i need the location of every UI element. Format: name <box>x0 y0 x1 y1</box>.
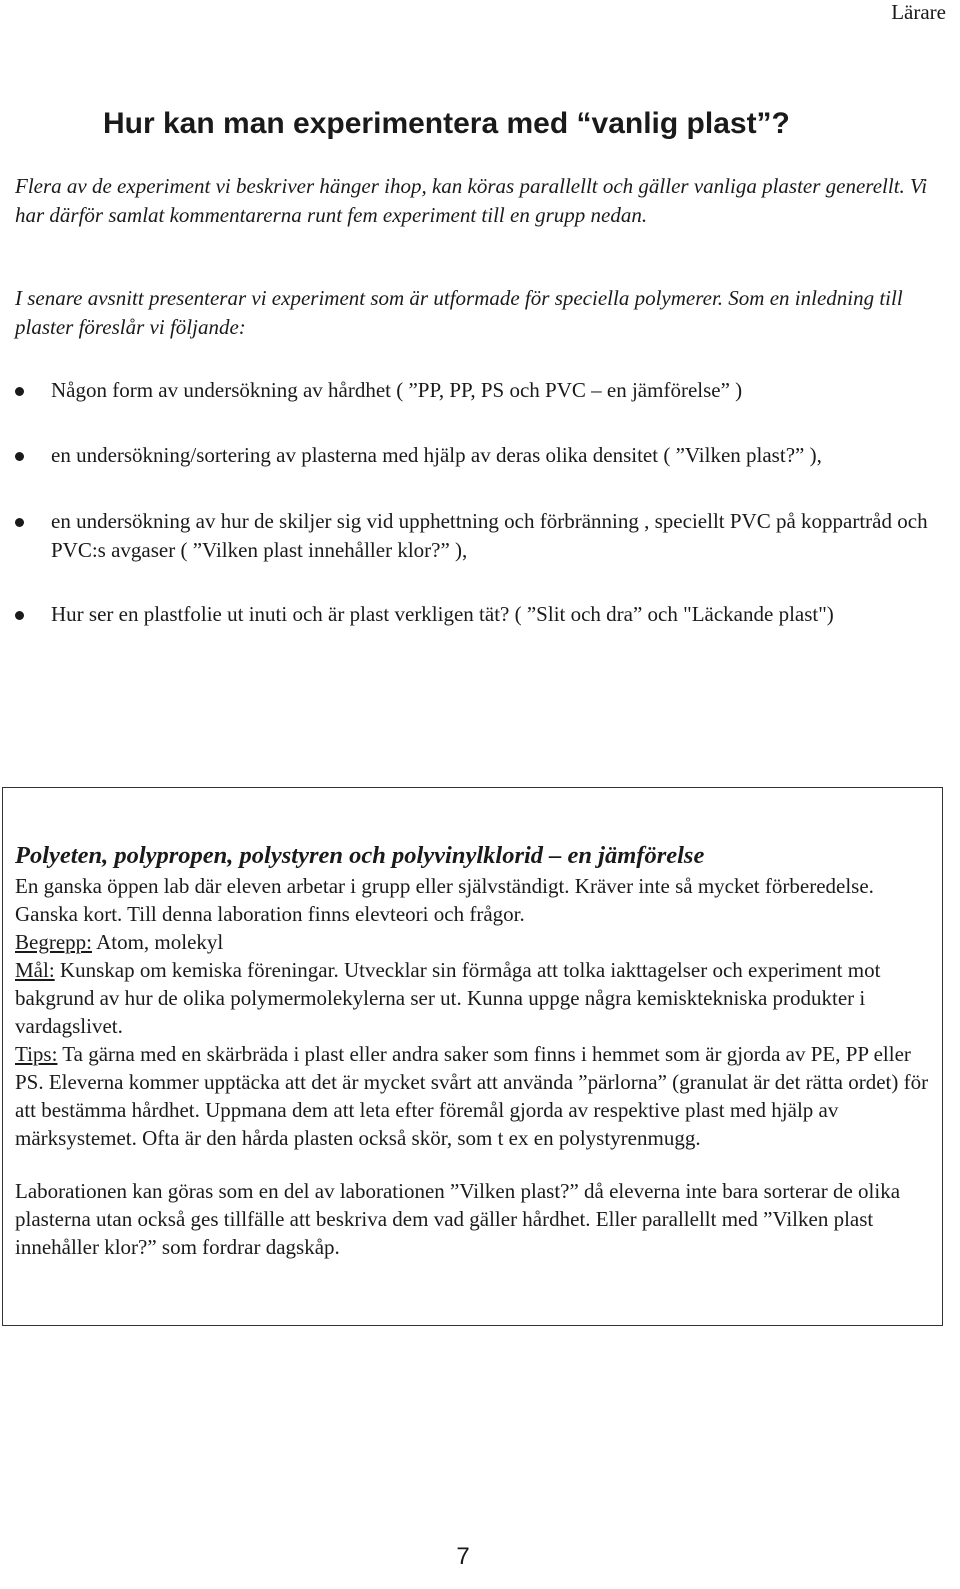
bullet-dot-icon <box>15 518 24 527</box>
tips-text: Ta gärna med en skärbräda i plast eller andra saker som finns i hemmet som är gjorda av PE, PP eller PS. Eleverna kommer upptäcka att det är mycket svårt att använda ”pärlorna” (granulat är det rätta ordet) för att bestämma hårdhet. Uppmana dem att leta efter föremål gjorda av respektive plast med hjälp av märksystemet. Ofta är den hårda plasten också skör, som t ex en polystyrenmugg. <box>15 1042 929 1150</box>
list-item <box>15 507 945 565</box>
list-item <box>15 600 945 629</box>
box-description: En ganska öppen lab där eleven arbetar i grupp eller självständigt. Kräver inte så mycket förberedelse. Ganska kort. Till denna laboration finns elevteori och frågor. <box>15 874 874 926</box>
list-item-text: Någon form av undersökning av hårdhet ( ”PP, PP, PS och PVC – en jämförelse” ) <box>51 378 743 402</box>
tips-label: Tips: <box>15 1042 58 1066</box>
list-item <box>15 376 945 405</box>
paragraph-spacer <box>15 1152 939 1177</box>
bullet-dot-icon <box>15 611 24 620</box>
mal-line <box>15 956 939 1040</box>
list-item-text: Hur ser en plastfolie ut inuti och är plast verkligen tät? ( ”Slit och dra” och "Läckande plast") <box>51 602 834 626</box>
experiment-bullet-list <box>15 376 945 629</box>
begrepp-line <box>15 928 939 956</box>
bullet-dot-icon <box>15 452 24 461</box>
box-closing-paragraph: Laborationen kan göras som en del av laborationen ”Vilken plast?” då eleverna inte bara sorterar de olika plasterna utan också ges tillfälle att beskriva dem vad gäller hårdhet. Eller parallellt med ”Vilken plast innehåller klor?” som fordrar dagskåp. <box>15 1179 901 1259</box>
list-item-text: en undersökning av hur de skiljer sig vid upphettning och förbränning , speciellt PVC på koppartråd och PVC:s avgaser ( ”Vilken plast innehåller klor?” ), <box>51 509 928 562</box>
intro-paragraph-2: I senare avsnitt presenterar vi experiment som är utformade för speciella polymerer. Som en inledning till plaster föreslår vi följande: <box>15 286 903 339</box>
mal-text: Kunskap om kemiska föreningar. Utvecklar sin förmåga att tolka iakttagelser och experiment mot bakgrund av hur de olika polymermolekylerna ser ut. Kunna uppge några kemisktekniska produkter i vardagslivet. <box>15 958 881 1038</box>
list-item <box>15 441 945 470</box>
page-number: 7 <box>456 1543 470 1570</box>
lab-summary-box <box>2 787 943 1326</box>
bullet-dot-icon <box>15 387 24 396</box>
page-title: Hur kan man experimentera med “vanlig plast”? <box>103 107 790 140</box>
box-title: Polyeten, polypropen, polystyren och polyvinylklorid – en jämförelse <box>15 842 705 869</box>
list-item-text: en undersökning/sortering av plasterna med hjälp av deras olika densitet ( ”Vilken plast?” ), <box>51 443 822 467</box>
begrepp-label: Begrepp: <box>15 930 92 954</box>
tips-line <box>15 1040 939 1152</box>
intro-paragraph-1: Flera av de experiment vi beskriver hänger ihop, kan köras parallellt och gäller vanliga plaster generellt. Vi har därför samlat kommentarerna runt fem experiment till en grupp nedan. <box>15 174 928 227</box>
mal-label: Mål: <box>15 958 55 982</box>
header-role-label: Lärare <box>891 0 946 24</box>
begrepp-text: Atom, molekyl <box>91 930 224 954</box>
